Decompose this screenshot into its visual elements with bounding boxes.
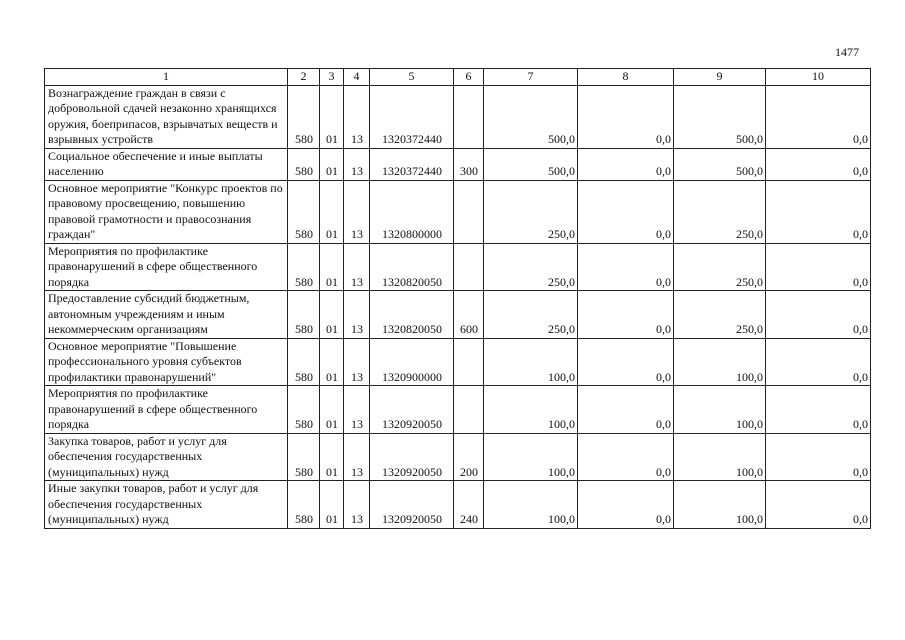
column-header: 5: [370, 69, 454, 86]
row-name-cell: Мероприятия по профилактике правонарушений в сфере общественного порядка: [45, 243, 288, 291]
table-row: [45, 481, 871, 529]
cell-col8: 0,0: [578, 148, 674, 180]
cell-col5: 1320800000: [370, 180, 454, 243]
cell-col10: 0,0: [766, 386, 871, 434]
cell-col9: 100,0: [674, 338, 766, 386]
cell-col9: 500,0: [674, 148, 766, 180]
page-number: 1477: [835, 45, 859, 59]
budget-table: [44, 68, 871, 529]
cell-col2: 580: [288, 338, 320, 386]
cell-col4: 13: [344, 180, 370, 243]
cell-col9: 250,0: [674, 291, 766, 339]
cell-col6: [454, 85, 484, 148]
cell-col7: 100,0: [484, 481, 578, 529]
cell-col5: 1320820050: [370, 291, 454, 339]
column-header: 8: [578, 69, 674, 86]
cell-col2: 580: [288, 386, 320, 434]
cell-col6: 240: [454, 481, 484, 529]
cell-col6: [454, 243, 484, 291]
cell-col4: 13: [344, 85, 370, 148]
cell-col7: 100,0: [484, 338, 578, 386]
cell-col8: 0,0: [578, 386, 674, 434]
column-header: 2: [288, 69, 320, 86]
column-header: 9: [674, 69, 766, 86]
cell-col9: 500,0: [674, 85, 766, 148]
cell-col4: 13: [344, 243, 370, 291]
cell-col5: 1320820050: [370, 243, 454, 291]
cell-col4: 13: [344, 291, 370, 339]
cell-col4: 13: [344, 433, 370, 481]
cell-col5: 1320920050: [370, 481, 454, 529]
cell-col6: 600: [454, 291, 484, 339]
table-row: [45, 291, 871, 339]
cell-col3: 01: [320, 85, 344, 148]
cell-col7: 500,0: [484, 148, 578, 180]
row-name-cell: Основное мероприятие "Повышение профессионального уровня субъектов профилактики правонарушений": [45, 338, 288, 386]
cell-col9: 100,0: [674, 386, 766, 434]
cell-col3: 01: [320, 433, 344, 481]
cell-col7: 250,0: [484, 243, 578, 291]
cell-col2: 580: [288, 85, 320, 148]
cell-col3: 01: [320, 386, 344, 434]
cell-col6: [454, 386, 484, 434]
table-row: [45, 338, 871, 386]
cell-col10: 0,0: [766, 291, 871, 339]
cell-col6: [454, 180, 484, 243]
cell-col4: 13: [344, 481, 370, 529]
cell-col5: 1320900000: [370, 338, 454, 386]
cell-col10: 0,0: [766, 180, 871, 243]
column-header: 4: [344, 69, 370, 86]
table-row: [45, 386, 871, 434]
cell-col10: 0,0: [766, 338, 871, 386]
cell-col10: 0,0: [766, 243, 871, 291]
cell-col8: 0,0: [578, 85, 674, 148]
cell-col9: 100,0: [674, 481, 766, 529]
cell-col4: 13: [344, 148, 370, 180]
row-name-cell: Закупка товаров, работ и услуг для обеспечения государственных (муниципальных) нужд: [45, 433, 288, 481]
cell-col5: 1320372440: [370, 148, 454, 180]
cell-col8: 0,0: [578, 180, 674, 243]
cell-col5: 1320372440: [370, 85, 454, 148]
cell-col6: 200: [454, 433, 484, 481]
table-row: [45, 180, 871, 243]
cell-col10: 0,0: [766, 148, 871, 180]
cell-col3: 01: [320, 180, 344, 243]
cell-col6: 300: [454, 148, 484, 180]
cell-col8: 0,0: [578, 433, 674, 481]
row-name-cell: Иные закупки товаров, работ и услуг для обеспечения государственных (муниципальных) нужд: [45, 481, 288, 529]
cell-col2: 580: [288, 148, 320, 180]
cell-col7: 100,0: [484, 386, 578, 434]
cell-col5: 1320920050: [370, 386, 454, 434]
cell-col8: 0,0: [578, 338, 674, 386]
column-header: 10: [766, 69, 871, 86]
column-header: 3: [320, 69, 344, 86]
cell-col10: 0,0: [766, 481, 871, 529]
cell-col8: 0,0: [578, 243, 674, 291]
column-header: 7: [484, 69, 578, 86]
cell-col3: 01: [320, 243, 344, 291]
cell-col8: 0,0: [578, 291, 674, 339]
cell-col5: 1320920050: [370, 433, 454, 481]
cell-col10: 0,0: [766, 433, 871, 481]
row-name-cell: Основное мероприятие "Конкурс проектов по правовому просвещению, повышению правовой грамотности и правосознания граждан": [45, 180, 288, 243]
cell-col2: 580: [288, 243, 320, 291]
table-row: [45, 148, 871, 180]
cell-col4: 13: [344, 386, 370, 434]
cell-col3: 01: [320, 481, 344, 529]
column-header: 6: [454, 69, 484, 86]
cell-col4: 13: [344, 338, 370, 386]
row-name-cell: Предоставление субсидий бюджетным, автономным учреждениям и иным некоммерческим организациям: [45, 291, 288, 339]
column-header: 1: [45, 69, 288, 86]
cell-col7: 250,0: [484, 180, 578, 243]
cell-col3: 01: [320, 338, 344, 386]
cell-col7: 250,0: [484, 291, 578, 339]
cell-col7: 500,0: [484, 85, 578, 148]
cell-col2: 580: [288, 433, 320, 481]
cell-col9: 100,0: [674, 433, 766, 481]
table-row: [45, 85, 871, 148]
cell-col9: 250,0: [674, 243, 766, 291]
cell-col10: 0,0: [766, 85, 871, 148]
row-name-cell: Социальное обеспечение и иные выплаты населению: [45, 148, 288, 180]
cell-col8: 0,0: [578, 481, 674, 529]
cell-col9: 250,0: [674, 180, 766, 243]
cell-col2: 580: [288, 481, 320, 529]
cell-col3: 01: [320, 148, 344, 180]
cell-col6: [454, 338, 484, 386]
row-name-cell: Мероприятия по профилактике правонарушений в сфере общественного порядка: [45, 386, 288, 434]
cell-col2: 580: [288, 180, 320, 243]
row-name-cell: Вознаграждение граждан в связи с добровольной сдачей незаконно хранящихся оружия, боеприпасов, взрывчатых веществ и взрывных устройств: [45, 85, 288, 148]
table-row: [45, 243, 871, 291]
table-row: [45, 433, 871, 481]
cell-col3: 01: [320, 291, 344, 339]
cell-col2: 580: [288, 291, 320, 339]
table-header-row: [45, 69, 871, 86]
cell-col7: 100,0: [484, 433, 578, 481]
